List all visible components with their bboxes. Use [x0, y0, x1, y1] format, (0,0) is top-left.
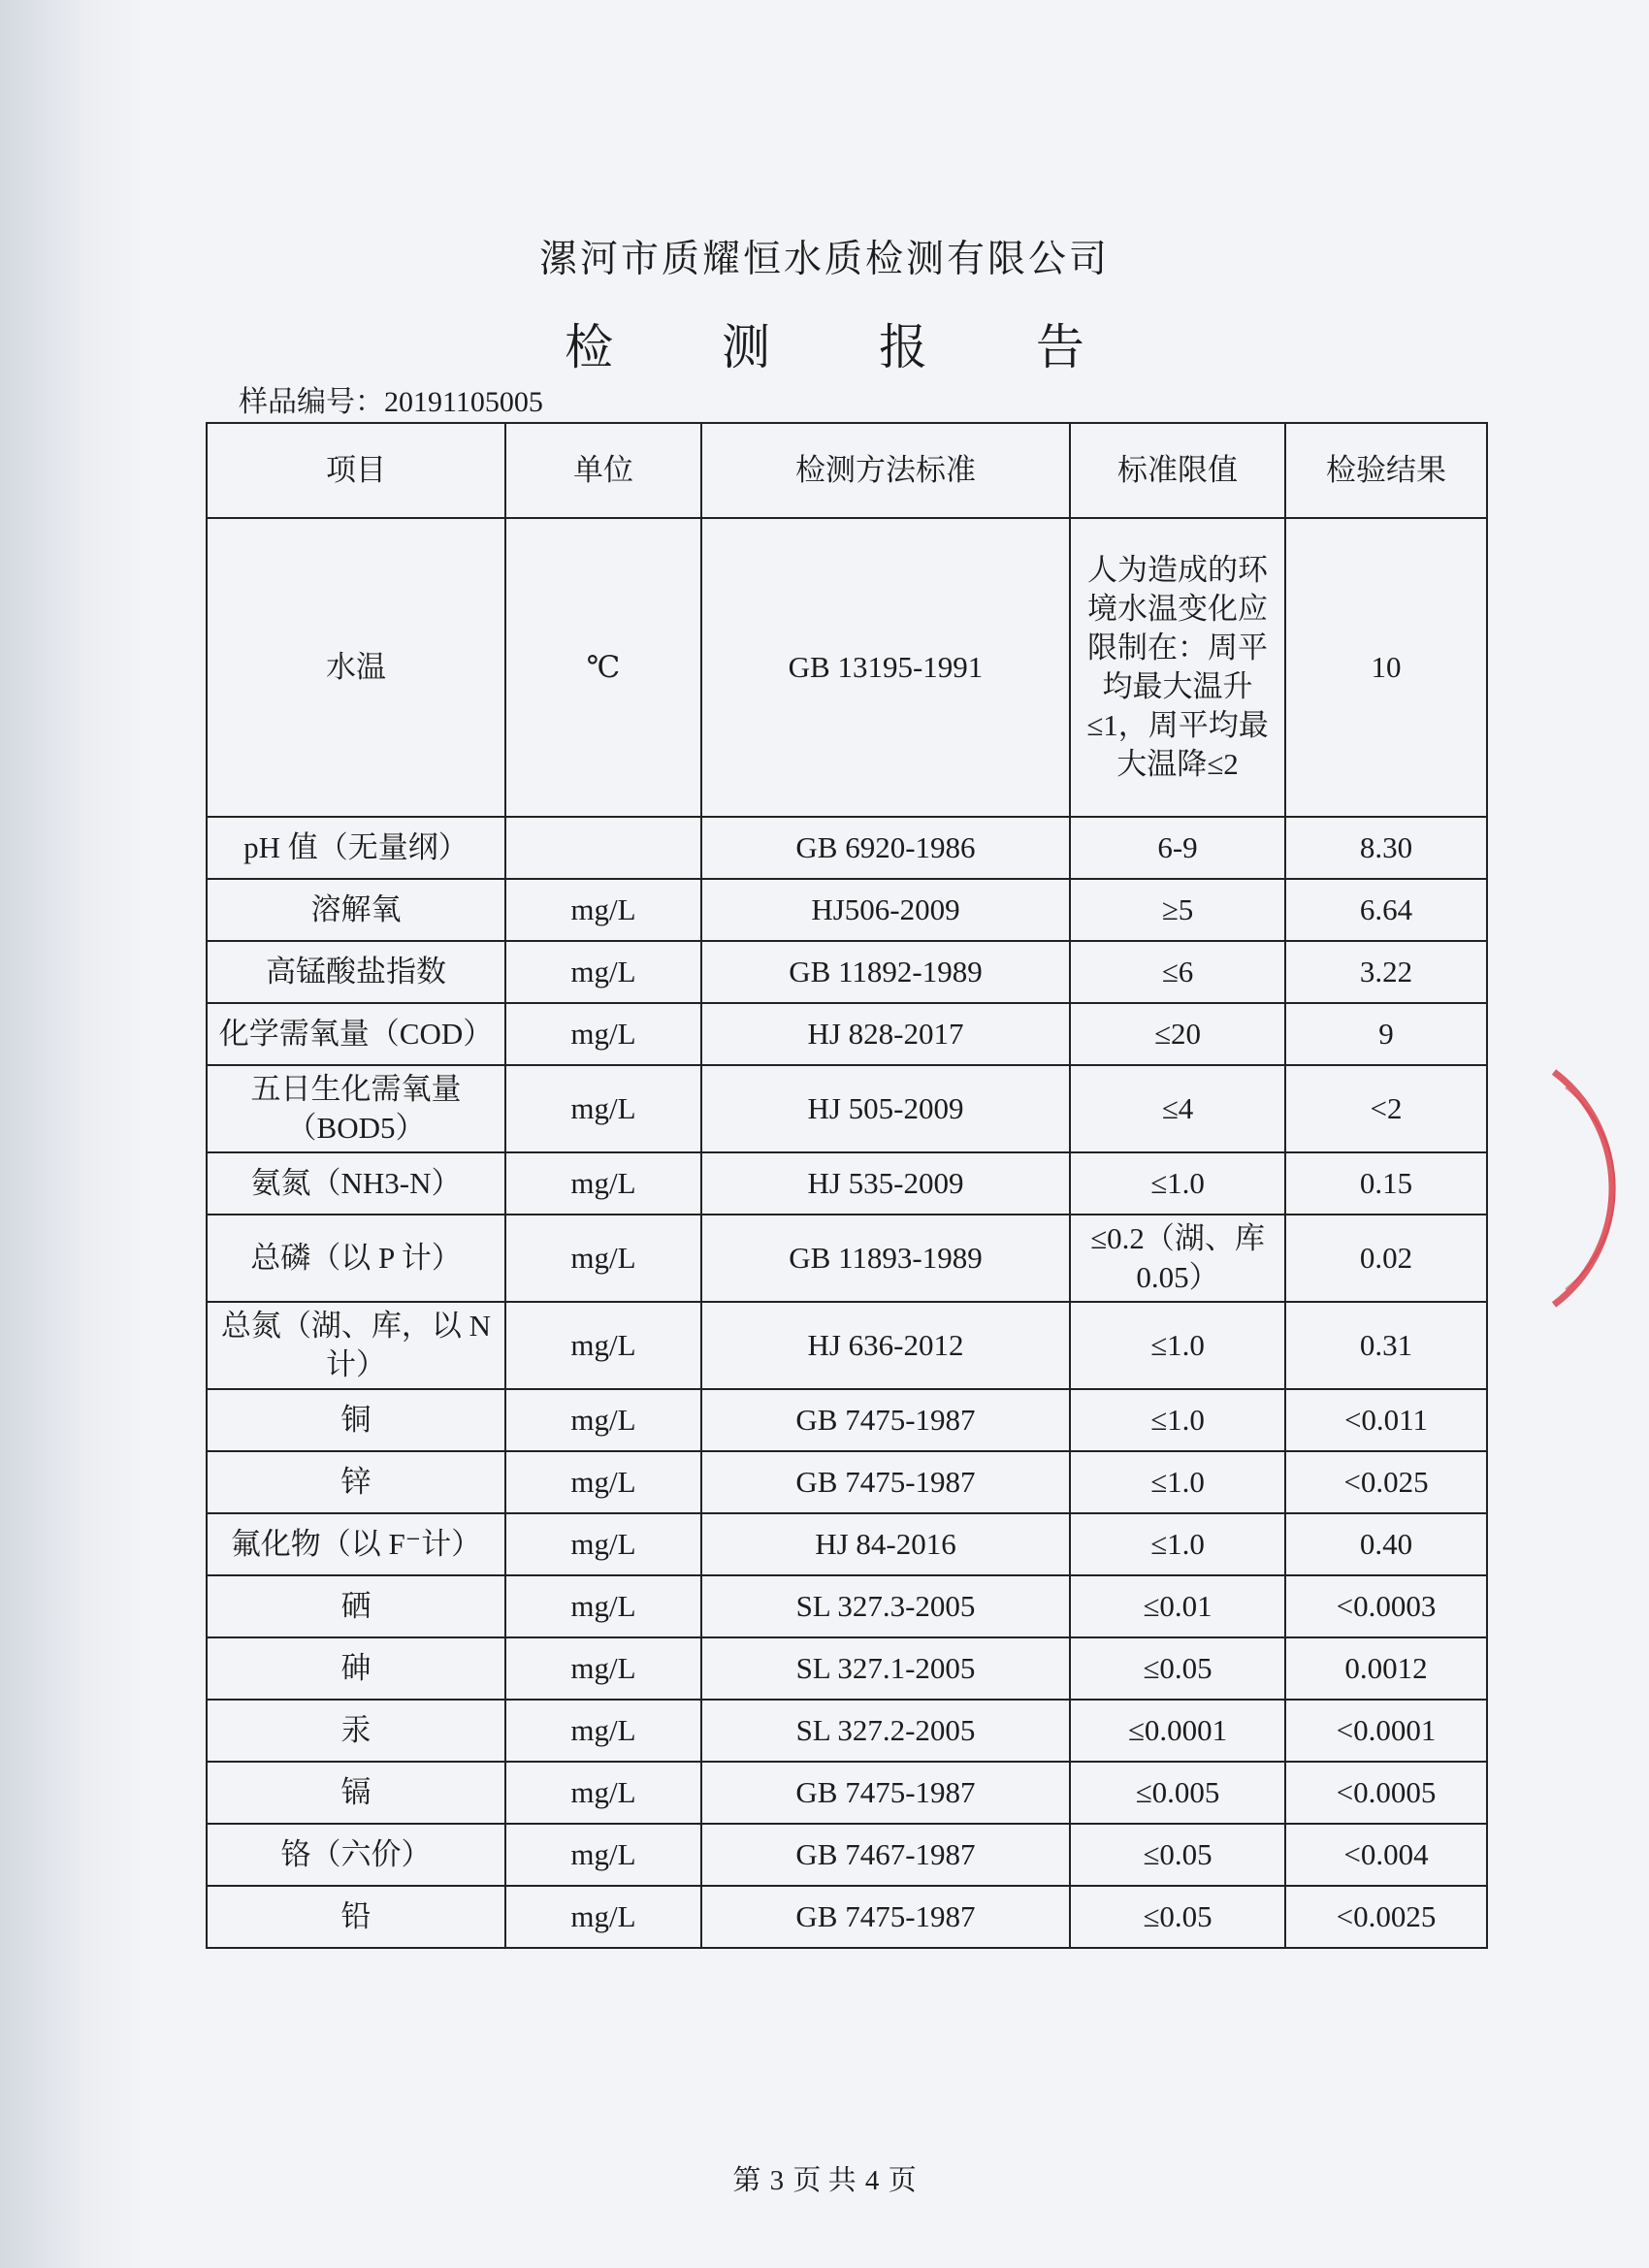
limit-cell: ≤1.0	[1070, 1302, 1285, 1389]
result-cell: 0.0012	[1285, 1637, 1487, 1700]
result-cell: 9	[1285, 1003, 1487, 1065]
method-cell: SL 327.1-2005	[701, 1637, 1070, 1700]
item-cell: 硒	[207, 1575, 505, 1637]
unit-cell: mg/L	[505, 1389, 701, 1451]
unit-cell: mg/L	[505, 1824, 701, 1886]
item-cell: 氟化物（以 F⁻计）	[207, 1513, 505, 1575]
table-row	[207, 1451, 1487, 1513]
item-cell: 总氮（湖、库，以 N 计）	[207, 1302, 505, 1389]
unit-cell: mg/L	[505, 1302, 701, 1389]
table-row	[207, 1886, 1487, 1948]
table-row	[207, 941, 1487, 1003]
table-row	[207, 1762, 1487, 1824]
sample-number	[239, 377, 543, 420]
unit-cell: mg/L	[505, 1762, 701, 1824]
column-header-limit: 标准限值	[1070, 423, 1285, 518]
limit-cell: ≤20	[1070, 1003, 1285, 1065]
page-number: 3	[769, 2165, 785, 2196]
results-table	[206, 422, 1488, 1949]
column-header-unit: 单位	[505, 423, 701, 518]
page-suffix: 页	[888, 2165, 917, 2196]
unit-cell: mg/L	[505, 879, 701, 941]
result-cell: 6.64	[1285, 879, 1487, 941]
method-cell: GB 7475-1987	[701, 1886, 1070, 1948]
limit-cell: ≤0.05	[1070, 1886, 1285, 1948]
item-cell: 铬（六价）	[207, 1824, 505, 1886]
limit-cell: 人为造成的环境水温变化应限制在：周平均最大温升≤1，周平均最大温降≤2	[1070, 518, 1285, 817]
unit-cell: mg/L	[505, 1065, 701, 1152]
unit-cell: mg/L	[505, 1700, 701, 1762]
report-title: 检 测 报 告	[565, 319, 1131, 375]
limit-cell: ≤1.0	[1070, 1513, 1285, 1575]
unit-cell: mg/L	[505, 1003, 701, 1065]
limit-cell: ≤4	[1070, 1065, 1285, 1152]
method-cell: HJ 505-2009	[701, 1065, 1070, 1152]
sample-number-value: 20191105005	[384, 386, 543, 418]
item-cell: 砷	[207, 1637, 505, 1700]
limit-cell: ≤0.0001	[1070, 1700, 1285, 1762]
result-cell: 0.31	[1285, 1302, 1487, 1389]
unit-cell: mg/L	[505, 1886, 701, 1948]
table-row	[207, 1513, 1487, 1575]
method-cell: HJ 84-2016	[701, 1513, 1070, 1575]
result-cell: 8.30	[1285, 817, 1487, 879]
unit-cell	[505, 817, 701, 879]
method-cell: GB 11893-1989	[701, 1215, 1070, 1302]
method-cell: HJ 636-2012	[701, 1302, 1070, 1389]
limit-cell: ≤0.05	[1070, 1824, 1285, 1886]
result-cell: <0.004	[1285, 1824, 1487, 1886]
table-row	[207, 1637, 1487, 1700]
item-cell: 镉	[207, 1762, 505, 1824]
result-cell: 0.15	[1285, 1152, 1487, 1215]
result-cell: <0.0003	[1285, 1575, 1487, 1637]
item-cell: 高锰酸盐指数	[207, 941, 505, 1003]
table-row	[207, 1575, 1487, 1637]
result-cell: 0.40	[1285, 1513, 1487, 1575]
limit-cell: 6-9	[1070, 817, 1285, 879]
result-cell: <0.0025	[1285, 1886, 1487, 1948]
method-cell: GB 6920-1986	[701, 817, 1070, 879]
item-cell: 铅	[207, 1886, 505, 1948]
unit-cell: mg/L	[505, 1215, 701, 1302]
table-row	[207, 879, 1487, 941]
page-mid: 页 共	[792, 2165, 857, 2196]
table-row	[207, 1824, 1487, 1886]
column-header-method: 检测方法标准	[701, 423, 1070, 518]
table-row	[207, 817, 1487, 879]
table-row	[207, 1215, 1487, 1302]
result-cell: <0.0005	[1285, 1762, 1487, 1824]
limit-cell: ≤0.005	[1070, 1762, 1285, 1824]
column-header-result: 检验结果	[1285, 423, 1487, 518]
item-cell: pH 值（无量纲）	[207, 817, 505, 879]
result-cell: 3.22	[1285, 941, 1487, 1003]
limit-cell: ≤0.05	[1070, 1637, 1285, 1700]
method-cell: SL 327.3-2005	[701, 1575, 1070, 1637]
limit-cell: ≤6	[1070, 941, 1285, 1003]
item-cell: 铜	[207, 1389, 505, 1451]
limit-cell: ≤0.2（湖、库 0.05）	[1070, 1215, 1285, 1302]
table-row	[207, 518, 1487, 817]
unit-cell: mg/L	[505, 1637, 701, 1700]
item-cell: 锌	[207, 1451, 505, 1513]
table-header-row	[207, 423, 1487, 518]
results-table-body	[207, 518, 1487, 1948]
result-cell: <0.025	[1285, 1451, 1487, 1513]
unit-cell: ℃	[505, 518, 701, 817]
method-cell: GB 7475-1987	[701, 1389, 1070, 1451]
table-row	[207, 1389, 1487, 1451]
item-cell: 五日生化需氧量（BOD5）	[207, 1065, 505, 1152]
unit-cell: mg/L	[505, 941, 701, 1003]
result-cell: <0.0001	[1285, 1700, 1487, 1762]
item-cell: 溶解氧	[207, 879, 505, 941]
page-footer	[0, 2158, 1649, 2198]
method-cell: GB 7467-1987	[701, 1824, 1070, 1886]
method-cell: GB 13195-1991	[701, 518, 1070, 817]
method-cell: HJ 828-2017	[701, 1003, 1070, 1065]
item-cell: 汞	[207, 1700, 505, 1762]
item-cell: 水温	[207, 518, 505, 817]
table-row	[207, 1065, 1487, 1152]
company-name: 漯河市质耀恒水质检测有限公司	[538, 238, 1110, 281]
page-total: 4	[864, 2165, 880, 2196]
item-cell: 氨氮（NH3-N）	[207, 1152, 505, 1215]
column-header-item: 项目	[207, 423, 505, 518]
result-cell: <0.011	[1285, 1389, 1487, 1451]
unit-cell: mg/L	[505, 1575, 701, 1637]
limit-cell: ≥5	[1070, 879, 1285, 941]
table-row	[207, 1003, 1487, 1065]
result-cell: <2	[1285, 1065, 1487, 1152]
item-cell: 化学需氧量（COD）	[207, 1003, 505, 1065]
method-cell: HJ506-2009	[701, 879, 1070, 941]
result-cell: 0.02	[1285, 1215, 1487, 1302]
result-cell: 10	[1285, 518, 1487, 817]
unit-cell: mg/L	[505, 1152, 701, 1215]
limit-cell: ≤1.0	[1070, 1152, 1285, 1215]
table-row	[207, 1700, 1487, 1762]
limit-cell: ≤0.01	[1070, 1575, 1285, 1637]
unit-cell: mg/L	[505, 1513, 701, 1575]
method-cell: GB 7475-1987	[701, 1762, 1070, 1824]
page-prefix: 第	[732, 2165, 761, 2196]
limit-cell: ≤1.0	[1070, 1389, 1285, 1451]
method-cell: GB 7475-1987	[701, 1451, 1070, 1513]
item-cell: 总磷（以 P 计）	[207, 1215, 505, 1302]
table-row	[207, 1302, 1487, 1389]
table-row	[207, 1152, 1487, 1215]
limit-cell: ≤1.0	[1070, 1451, 1285, 1513]
method-cell: GB 11892-1989	[701, 941, 1070, 1003]
method-cell: SL 327.2-2005	[701, 1700, 1070, 1762]
unit-cell: mg/L	[505, 1451, 701, 1513]
method-cell: HJ 535-2009	[701, 1152, 1070, 1215]
company-seal-fragment	[1544, 1062, 1649, 1314]
sample-number-label: 样品编号：	[239, 386, 384, 418]
